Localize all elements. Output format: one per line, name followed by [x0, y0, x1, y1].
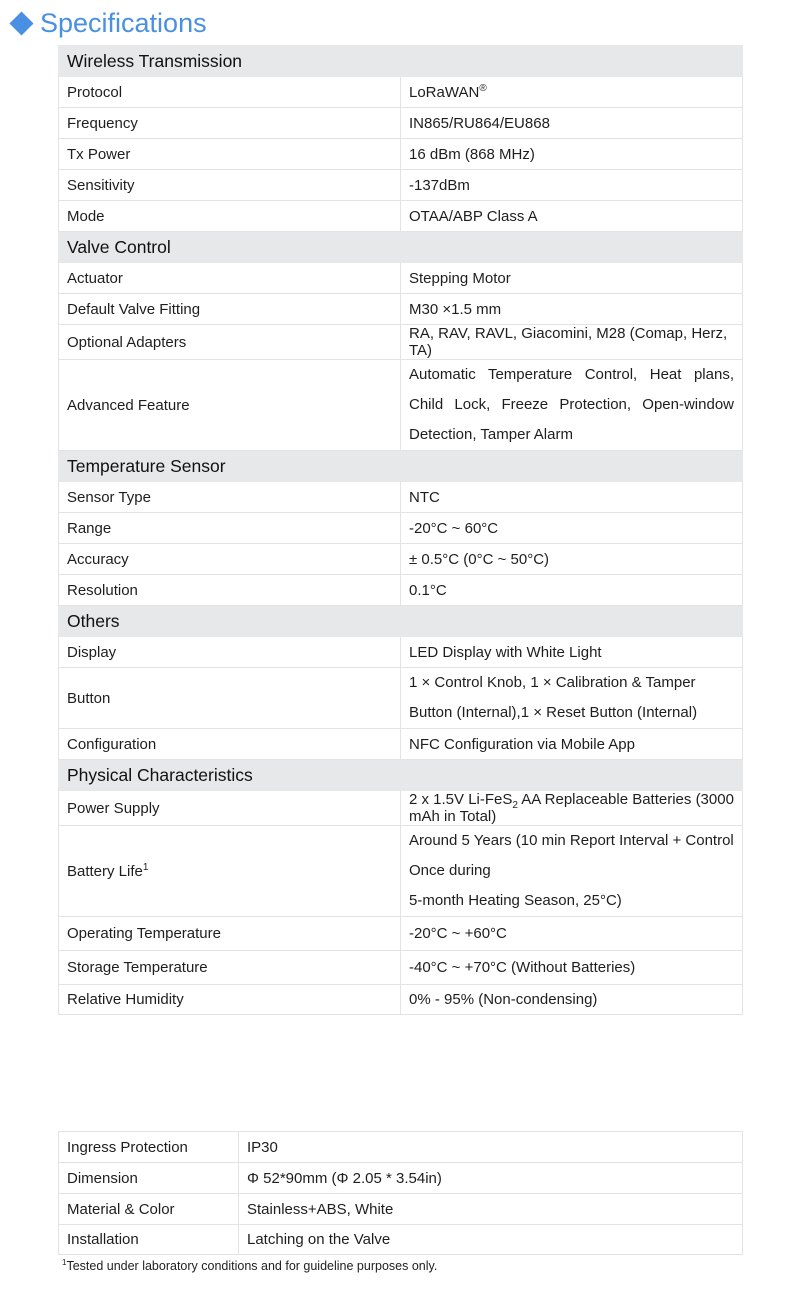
spec-label: Sensitivity: [59, 170, 401, 201]
table-row: [59, 77, 743, 108]
spec-label: Operating Temperature: [59, 917, 401, 951]
specifications-heading: [10, 4, 207, 42]
spec-value: OTAA/ABP Class A: [401, 201, 743, 232]
spec-label: Mode: [59, 201, 401, 232]
diamond-bullet-icon: [9, 11, 33, 35]
spec-label: Battery Life$^1$: [59, 826, 401, 917]
spec-value: M30 ×1.5 mm: [401, 294, 743, 325]
section-header-physical: [59, 760, 743, 791]
table-row: [59, 1225, 743, 1255]
spec-value: -137dBm: [401, 170, 743, 201]
section-title: Wireless Transmission: [59, 46, 743, 77]
spec-label: Default Valve Fitting: [59, 294, 401, 325]
spec-label: Installation: [59, 1225, 239, 1255]
spec-label: Optional Adapters: [59, 325, 401, 360]
table-row: [59, 201, 743, 232]
table-row: [59, 108, 743, 139]
section-title: Others: [59, 606, 743, 637]
spec-value: Stepping Motor: [401, 263, 743, 294]
table-row: [59, 575, 743, 606]
page-title: Specifications: [40, 7, 207, 38]
footnote: [62, 1259, 437, 1273]
spec-value: NTC: [401, 482, 743, 513]
spec-label: Sensor Type: [59, 482, 401, 513]
table-row: [59, 668, 743, 729]
table-row: [59, 729, 743, 760]
spec-value: 1 × Control Knob, 1 × Calibration & Tamper Button (Internal),1 × Reset Button (Internal): [401, 668, 743, 729]
table-row: [59, 826, 743, 917]
spec-value: Stainless+ABS, White: [239, 1194, 743, 1225]
table-row: [59, 1194, 743, 1225]
spec-label: Resolution: [59, 575, 401, 606]
table-row: [59, 482, 743, 513]
spec-label: Tx Power: [59, 139, 401, 170]
spec-label: Range: [59, 513, 401, 544]
spec-value: 2 x 1.5V Li-FeS$_2$ AA Replaceable Batteries (3000 mAh in Total): [401, 791, 743, 826]
spec-value: -40°C ~ +70°C (Without Batteries): [401, 951, 743, 985]
spec-value: -20°C ~ 60°C: [401, 513, 743, 544]
spec-label: Display: [59, 637, 401, 668]
table-row: [59, 917, 743, 951]
table-row: [59, 263, 743, 294]
spec-value: Automatic Temperature Control, Heat plans, Child Lock, Freeze Protection, Open-window Detection, Tamper Alarm: [401, 360, 743, 451]
table-row: [59, 985, 743, 1015]
spec-value: RA, RAV, RAVL, Giacomini, M28 (Comap, Herz, TA): [401, 325, 743, 360]
spec-label: Dimension: [59, 1163, 239, 1194]
table-row: [59, 360, 743, 451]
specifications-table: [58, 45, 743, 1015]
spec-value: IN865/RU864/EU868: [401, 108, 743, 139]
section-title: Physical Characteristics: [59, 760, 743, 791]
spec-value: Φ 52*90mm (Φ 2.05 * 3.54in): [239, 1163, 743, 1194]
specifications-table-continued: [58, 1131, 743, 1255]
table-row: [59, 325, 743, 360]
table-row: [59, 1163, 743, 1194]
spec-value: Latching on the Valve: [239, 1225, 743, 1255]
table-row: [59, 951, 743, 985]
spec-label: Storage Temperature: [59, 951, 401, 985]
spec-label: Actuator: [59, 263, 401, 294]
spec-label: Accuracy: [59, 544, 401, 575]
footnote-text: Tested under laboratory conditions and for guideline purposes only.: [66, 1259, 438, 1273]
spec-label: Button: [59, 668, 401, 729]
table-row: [59, 637, 743, 668]
table-row: [59, 139, 743, 170]
spec-label: Power Supply: [59, 791, 401, 826]
spec-label: Configuration: [59, 729, 401, 760]
spec-value: ± 0.5°C (0°C ~ 50°C): [401, 544, 743, 575]
spec-value: IP30: [239, 1132, 743, 1163]
section-title: Valve Control: [59, 232, 743, 263]
spec-label: Frequency: [59, 108, 401, 139]
registered-mark: ®: [479, 82, 487, 94]
table-row: [59, 294, 743, 325]
footnote-ref: 1: [142, 861, 149, 873]
table-row: [59, 1132, 743, 1163]
subscript-2: 2: [512, 800, 518, 811]
spec-label: Protocol: [59, 77, 401, 108]
table-row: [59, 170, 743, 201]
spec-value: 0% - 95% (Non-condensing): [401, 985, 743, 1015]
section-header-others: [59, 606, 743, 637]
table-row: [59, 791, 743, 826]
table-row: [59, 544, 743, 575]
spec-value: NFC Configuration via Mobile App: [401, 729, 743, 760]
spec-value: LED Display with White Light: [401, 637, 743, 668]
section-header-valve: [59, 232, 743, 263]
spec-label: Material & Color: [59, 1194, 239, 1225]
spec-label: Relative Humidity: [59, 985, 401, 1015]
footnote-mark: 1: [62, 1257, 67, 1267]
section-title: Temperature Sensor: [59, 451, 743, 482]
spec-value: 0.1°C: [401, 575, 743, 606]
spec-value: Around 5 Years (10 min Report Interval + Control Once during 5-month Heating Season, 25°C): [401, 826, 743, 917]
section-header-temperature: [59, 451, 743, 482]
spec-value: 16 dBm (868 MHz): [401, 139, 743, 170]
spec-value: -20°C ~ +60°C: [401, 917, 743, 951]
spec-value: LoRaWAN®: [401, 77, 743, 108]
table-row: [59, 513, 743, 544]
spec-label: Ingress Protection: [59, 1132, 239, 1163]
section-header-wireless: [59, 46, 743, 77]
spec-label: Advanced Feature: [59, 360, 401, 451]
